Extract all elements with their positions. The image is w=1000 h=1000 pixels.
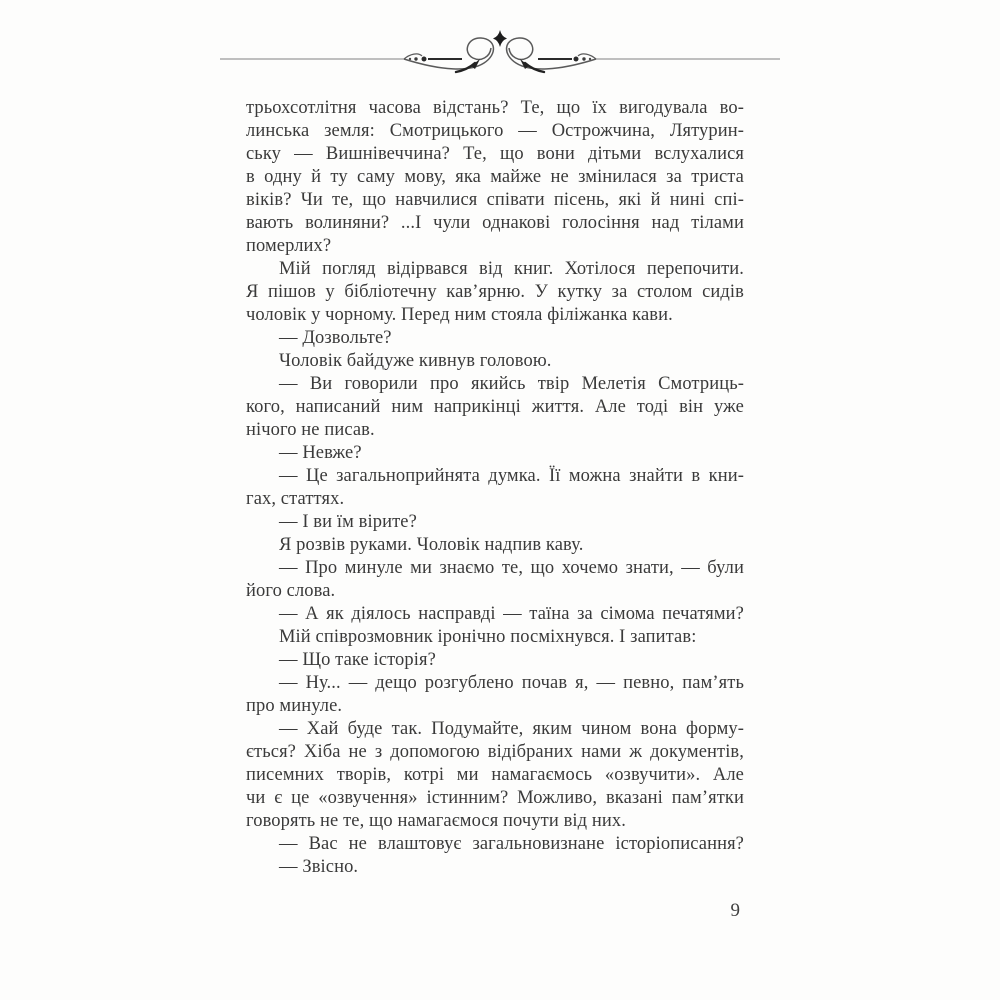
text-line: ється? Хіба не з допомогою відібраних нами ж документів, xyxy=(246,742,744,762)
text-line: — Ви говорили про якийсь твір Мелетія Смотриць- xyxy=(279,374,744,394)
text-line: — Ну... — дещо розгублено почав я, — певно, пам’ять xyxy=(279,673,744,693)
text-line: його слова. xyxy=(246,581,336,601)
text-line: померлих? xyxy=(246,236,332,256)
text-line: Я пішов у бібліотечну кав’ярню. У кутку за столом сидів xyxy=(246,282,744,302)
text-line: в одну й ту саму мову, яка майже не змінилася за триста xyxy=(246,167,744,187)
text-line: — А як діялось насправді — таїна за сімома печатями? xyxy=(279,604,744,624)
text-line: вають волиняни? ...І чули однакові голосіння над тілами xyxy=(246,213,744,233)
page-number: 9 xyxy=(730,900,740,921)
text-line: чоловік у чорному. Перед ним стояла філіжанка кави. xyxy=(246,305,673,325)
text-line: віків? Чи те, що навчилися співати пісень, які й нині спі- xyxy=(246,190,744,210)
text-line: линська земля: Смотрицького — Острожчина, Лятурин- xyxy=(246,121,744,141)
header-flourish-icon xyxy=(218,28,782,82)
text-line: нічого не писав. xyxy=(246,420,375,440)
text-line: — Хай буде так. Подумайте, яким чином вона форму- xyxy=(279,719,744,739)
body-text xyxy=(246,97,744,879)
text-line: — Звісно. xyxy=(279,857,359,877)
text-line: — Дозвольте? xyxy=(279,328,392,348)
text-line: ську — Вишнівеччина? Те, що вони дітьми вслухалися xyxy=(246,144,744,164)
text-line: Чоловік байдуже кивнув головою. xyxy=(279,351,552,371)
text-line: — Вас не влаштовує загальновизнане історіописання? xyxy=(279,834,744,854)
text-line: кого, написаний ним наприкінці життя. Але тоді він уже xyxy=(246,397,744,417)
text-line: Мій погляд відірвався від книг. Хотілося перепочити. xyxy=(279,259,744,279)
text-line: писемних творів, котрі ми намагаємось «озвучити». Але xyxy=(246,765,744,785)
text-line: говорять не те, що намагаємося почути від них. xyxy=(246,811,626,831)
text-line: — Що таке історія? xyxy=(279,650,436,670)
text-line: — І ви їм вірите? xyxy=(279,512,417,532)
text-line: трьохсотлітня часова відстань? Те, що їх вигодувала во- xyxy=(246,98,744,118)
text-line: — Про минуле ми знаємо те, що хочемо знати, — були xyxy=(279,558,744,578)
text-line: гах, статтях. xyxy=(246,489,345,509)
text-line: — Це загальноприйнята думка. Її можна знайти в кни- xyxy=(279,466,744,486)
text-line: про минуле. xyxy=(246,696,343,716)
text-line: чи є це «озвучення» істинним? Можливо, вказані пам’ятки xyxy=(246,788,744,808)
text-line: Мій співрозмовник іронічно посміхнувся. І запитав: xyxy=(279,627,697,647)
text-line: — Невже? xyxy=(279,443,362,463)
text-line: Я розвів руками. Чоловік надпив каву. xyxy=(279,535,584,555)
